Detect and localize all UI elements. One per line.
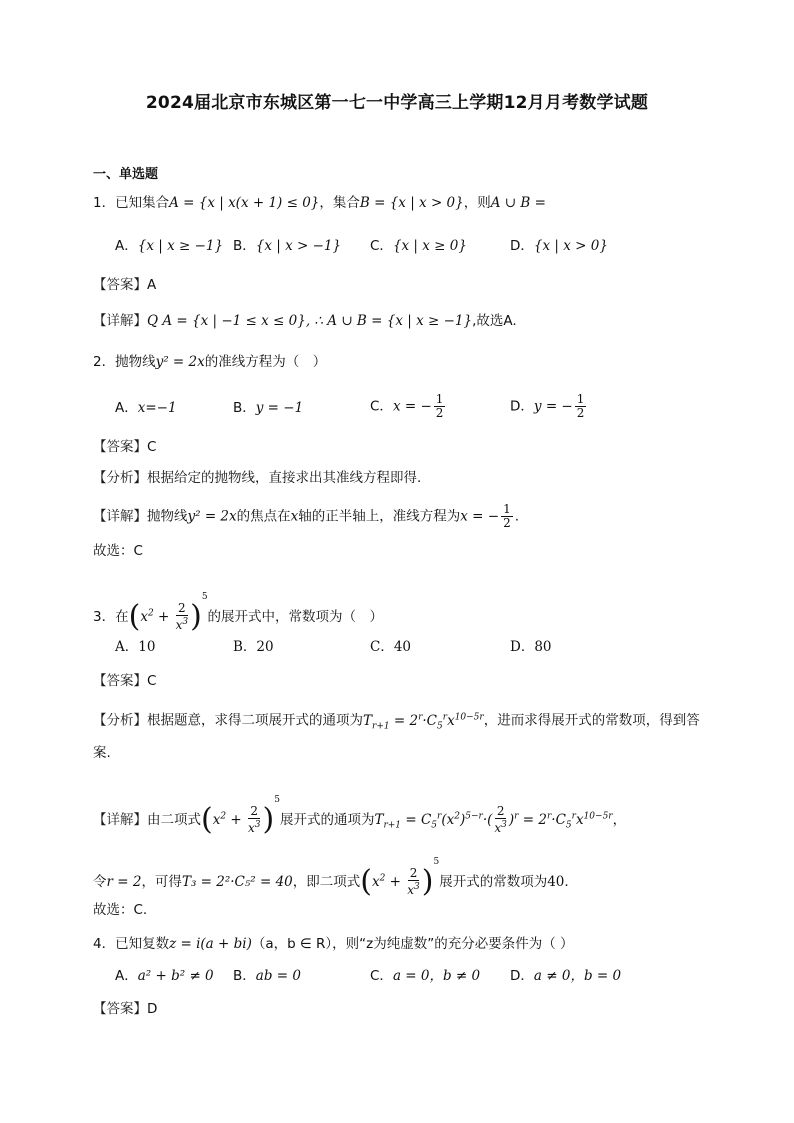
analysis-text: ，进而求得展开式的常数项，得到答 — [483, 712, 700, 729]
detail-text: 令 — [93, 874, 107, 890]
analysis-text: 根据题意，求得二项展开式的通项为 — [147, 712, 363, 729]
q1-ask: A ∪ B = — [490, 195, 546, 211]
q2-option-a[interactable] — [115, 398, 177, 418]
q1-option-d[interactable] — [510, 236, 608, 256]
detail-x: x — [290, 508, 299, 525]
question-2 — [93, 352, 326, 372]
analysis-text: 根据给定的抛物线，直接求出其准线方程即得. — [147, 470, 422, 486]
q4-cond: （a，b ∈ R），则“z为纯虚数”的充分必要条件为（ ） — [251, 936, 574, 952]
option-value: 10 — [138, 639, 156, 655]
analysis-tag: 【分析】 — [93, 712, 147, 729]
detail-text: 由二项式 — [147, 812, 201, 828]
option-value: a = 0，b ≠ 0 — [392, 968, 481, 984]
option-value: {x | x ≥ −1} — [137, 238, 224, 254]
option-value: 20 — [256, 639, 274, 655]
detail-text: 展开式的常数项为 — [439, 874, 548, 890]
q3-closing: 故选：C. — [93, 902, 148, 918]
q3-tail: 的展开式中，常数项为（ ） — [207, 609, 384, 625]
option-value: y = −1 — [255, 400, 304, 416]
q4-prefix: 4．已知复数 — [93, 936, 170, 952]
q3-analysis: 【分析】根据题意，求得二项展开式的通项为$T_{r+1} = 2^r\cdot C_5^rx^{10-5r}$，进而求得展开式的常数项，得到答 — [93, 712, 700, 732]
q4-z: z = i(a + bi) — [169, 936, 252, 952]
analysis-tag: 【分析】 — [93, 470, 147, 486]
question-4 — [93, 934, 574, 954]
q3-analysis-cont: 案. — [93, 745, 111, 761]
q1-option-a[interactable] — [115, 236, 223, 256]
q3-prefix: 3．在 — [93, 609, 129, 625]
q2-closing: 故选：C — [93, 543, 143, 559]
option-label: C． — [370, 238, 393, 254]
q2-prefix: 2．抛物线 — [93, 354, 156, 370]
detail-r: r = 2 — [106, 874, 142, 890]
detail-text: 轴的正半轴上，准线方程为 — [298, 508, 461, 525]
answer-tag: 【答案】 — [93, 673, 147, 689]
q2-curve: y² = 2x — [155, 354, 205, 370]
option-label: D． — [510, 238, 534, 254]
detail-tag: 【详解】 — [93, 313, 147, 329]
q1-option-c[interactable] — [370, 236, 467, 256]
option-label: D． — [510, 398, 534, 415]
detail-tag: 【详解】 — [93, 812, 147, 828]
fraction-half: $\frac{1}{2}$ — [435, 392, 444, 420]
answer-value: C — [147, 673, 157, 689]
question-3: 3．在($x^2$ + $\frac{2}{x^3}$ )$^5$的展开式中，常数项为（ ） — [93, 592, 384, 634]
q2-tail: 的准线方程为（ ） — [204, 354, 327, 370]
q1-set-b: B = {x | x > 0} — [359, 195, 464, 211]
option-value: y = − — [533, 398, 573, 415]
q4-option-b[interactable] — [233, 966, 301, 986]
option-value: x=−1 — [137, 400, 177, 416]
formula-T: T — [363, 712, 373, 729]
page-title: 2024届北京市东城区第一七一中学高三上学期12月月考数学试题 — [145, 93, 649, 113]
q1-set-a: A = {x | x(x + 1) ≤ 0} — [169, 195, 320, 211]
detail-eq: x = − — [460, 508, 500, 525]
q4-answer — [93, 999, 157, 1019]
option-value: x = − — [392, 398, 432, 415]
answer-tag: 【答案】 — [93, 1001, 147, 1017]
q4-option-c[interactable] — [370, 966, 480, 986]
option-label: B． — [233, 639, 257, 655]
option-value: a² + b² ≠ 0 — [137, 968, 214, 984]
option-label: B． — [233, 968, 256, 984]
q2-option-d[interactable] — [510, 393, 588, 420]
option-label: A． — [115, 968, 138, 984]
answer-value: C — [147, 439, 157, 455]
fraction-half: $\frac{1}{2}$ — [503, 502, 511, 530]
option-value: {x | x > −1} — [255, 238, 342, 254]
question-1 — [93, 193, 546, 213]
q1-mid: ，集合 — [319, 195, 360, 211]
option-value: a ≠ 0，b = 0 — [533, 968, 622, 984]
q3-detail-2: 令r = 2，可得T₃ = 2²·C₅² = 40，即二项式($x^2$ + $\frac{2}{x^3}$ )$^5$展开式的常数项为40. — [93, 857, 569, 899]
q3-option-d[interactable] — [510, 637, 552, 657]
q3-option-c[interactable] — [370, 637, 411, 657]
detail-text: ，即二项式 — [292, 874, 361, 890]
q2-answer — [93, 437, 156, 457]
detail-text: ，可得 — [141, 874, 182, 890]
q2-option-c[interactable] — [370, 393, 447, 420]
q1-option-b[interactable] — [233, 236, 341, 256]
section-heading: 一、单选题 — [93, 167, 159, 182]
detail-tag: 【详解】 — [93, 508, 147, 525]
detail-curve: y² = 2x — [187, 508, 237, 525]
option-value: {x | x > 0} — [533, 238, 608, 254]
q1-prefix: 1．已知集合 — [93, 195, 170, 211]
option-label: B． — [233, 238, 256, 254]
option-label: A． — [115, 238, 138, 254]
q4-option-a[interactable] — [115, 966, 214, 986]
q1-tail: ，则 — [463, 195, 491, 211]
option-label: B． — [233, 400, 256, 416]
option-value: 40 — [393, 639, 412, 655]
q4-option-d[interactable] — [510, 966, 621, 986]
q3-option-b[interactable] — [233, 637, 274, 657]
detail-text: 抛物线 — [147, 508, 188, 525]
detail-math: Q A = {x | −1 ≤ x ≤ 0}, ∴ A ∪ B = {x | x ≥ −1} — [147, 313, 473, 329]
detail-text: 展开式的通项为 — [279, 812, 375, 828]
q3-detail: 【详解】由二项式($x^2$ + $\frac{2}{x^3}$ )$^5$展开式的通项为$T_{r+1} = C_5^r(x^2)^{5-r}\cdot$( $\frac{2}{x^3}$ )$^r = 2^r\cdot C_5^rx^{10-5r}$， — [93, 795, 627, 837]
answer-value: A — [147, 277, 157, 293]
option-label: C． — [370, 398, 393, 415]
q3-option-a[interactable] — [115, 637, 155, 657]
answer-tag: 【答案】 — [93, 439, 147, 455]
q1-answer — [93, 275, 156, 295]
detail-tail: ,故选A. — [472, 313, 517, 329]
option-label: A． — [115, 400, 138, 416]
q1-detail — [93, 311, 517, 331]
option-label: C． — [370, 968, 393, 984]
detail-value: 40 — [547, 874, 565, 890]
option-label: A． — [115, 639, 139, 655]
detail-t3: T₃ = 2²·C₅² = 40 — [181, 874, 293, 890]
q3-answer — [93, 671, 156, 691]
option-label: D． — [510, 968, 534, 984]
answer-value: D — [147, 1001, 158, 1017]
answer-tag: 【答案】 — [93, 277, 147, 293]
q2-option-b[interactable] — [233, 398, 303, 418]
q2-detail: 【详解】抛物线y² = 2x的焦点在x轴的正半轴上，准线方程为x = − $\frac{1}{2}$ . — [93, 502, 520, 530]
detail-text: 的焦点在 — [236, 508, 291, 525]
option-label: D． — [510, 639, 535, 655]
option-value: 80 — [534, 639, 552, 655]
option-label: C． — [370, 639, 394, 655]
fraction-half: $\frac{1}{2}$ — [576, 392, 585, 420]
option-value: {x | x ≥ 0} — [392, 238, 467, 254]
q2-analysis — [93, 468, 421, 488]
option-value: ab = 0 — [255, 968, 301, 984]
